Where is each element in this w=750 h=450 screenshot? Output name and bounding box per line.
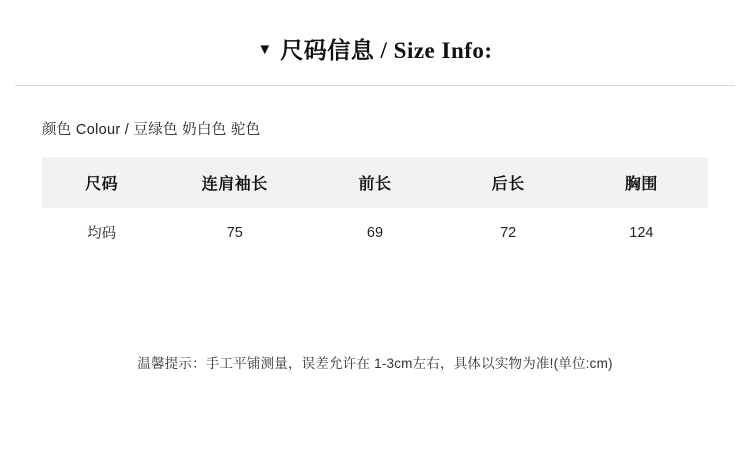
- colour-line: 颜色 Colour / 豆绿色 奶白色 驼色: [42, 122, 261, 138]
- size-table: [42, 157, 708, 255]
- size-table-body: [42, 208, 708, 255]
- table-header-row: [42, 157, 708, 208]
- column-header-front-length: 前长: [358, 176, 392, 193]
- caret-down-icon: ▼: [257, 41, 273, 58]
- size-table-head: [42, 157, 708, 208]
- cell-back-length: 72: [500, 224, 517, 241]
- cell-shoulder-sleeve-length: 75: [226, 224, 243, 241]
- page-title: 尺码信息 / Size Info:: [280, 38, 493, 63]
- column-header-back-length: 后长: [491, 176, 525, 193]
- cell-bust: 124: [629, 224, 654, 241]
- cell-front-length: 69: [366, 224, 384, 241]
- table-row: [42, 208, 708, 255]
- cell-size: 均码: [87, 226, 117, 242]
- header-divider: [15, 85, 735, 86]
- column-header-shoulder-sleeve-length: 连肩袖长: [201, 176, 268, 193]
- size-info-header: [0, 0, 750, 71]
- column-header-size: 尺码: [85, 176, 119, 193]
- column-header-bust: 胸围: [624, 176, 658, 193]
- size-info-content: [0, 118, 750, 255]
- measurement-note: 温馨提示：手工平铺测量，误差允许在 1-3cm左右，具体以实物为准!(单位:cm): [137, 356, 613, 371]
